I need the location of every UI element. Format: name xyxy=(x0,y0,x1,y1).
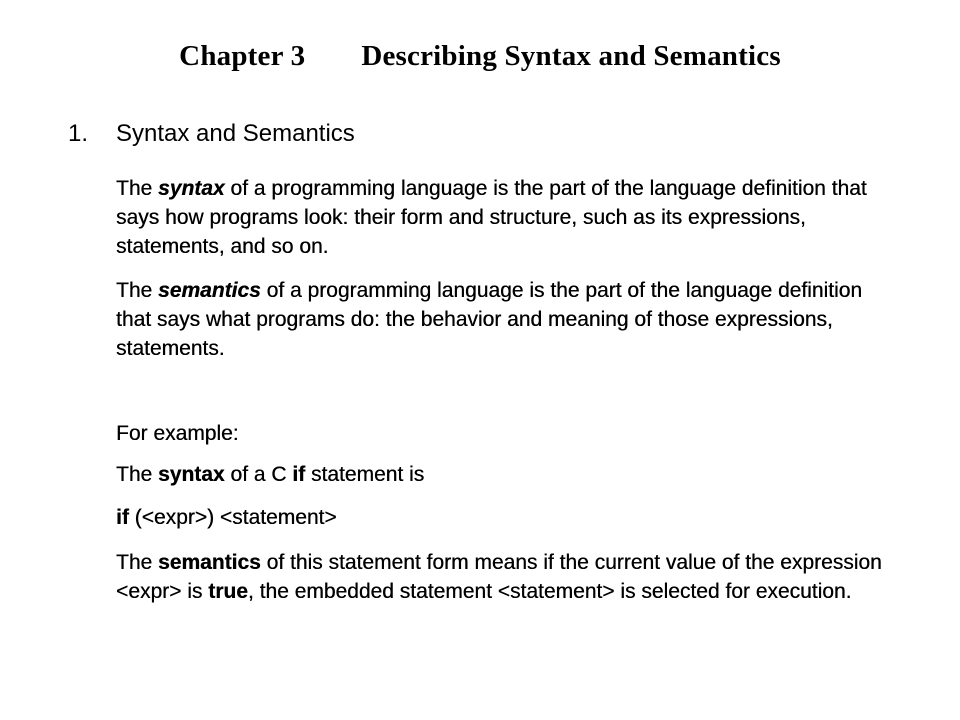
text-run: of a programming language is the part of the language definition that says how programs look: their form and structure, such as its expressions, statements, and so on. xyxy=(116,177,867,258)
text-run: of a C xyxy=(224,463,293,486)
example-semantics-paragraph xyxy=(116,548,886,606)
section-title: Syntax and Semantics xyxy=(116,120,355,147)
bold-syntax: syntax xyxy=(158,463,225,486)
text-run: The xyxy=(116,463,159,486)
example-if-statement xyxy=(116,506,337,530)
chapter-heading: Describing Syntax and Semantics xyxy=(361,40,781,72)
syntax-term: syntax xyxy=(158,177,225,200)
if-form: (<expr>) <statement> xyxy=(128,506,337,529)
bold-if: if xyxy=(292,463,306,486)
text-run: of a programming language is the part of the language definition that says what programs do: the behavior and meaning of those expressions, statements. xyxy=(116,279,863,360)
bold-true: true xyxy=(208,580,248,603)
text-run: The xyxy=(116,177,159,200)
text-run: statement is xyxy=(305,463,425,486)
syntax-definition-paragraph xyxy=(116,174,886,261)
if-keyword: if xyxy=(116,506,129,529)
example-intro: For example: xyxy=(116,422,239,445)
semantics-definition-paragraph xyxy=(116,276,886,363)
example-syntax-line xyxy=(116,463,424,487)
semantics-term: semantics xyxy=(158,279,261,302)
section-heading xyxy=(68,120,355,148)
section-number: 1. xyxy=(68,120,89,147)
text-run: The xyxy=(116,279,159,302)
text-run: The xyxy=(116,551,159,574)
bold-semantics: semantics xyxy=(158,551,261,574)
slide-title xyxy=(0,40,960,73)
text-run: of this statement form means if the current value of the expression <expr> is xyxy=(116,551,882,603)
chapter-label: Chapter 3 xyxy=(179,40,306,72)
text-run: , the embedded statement <statement> is selected for execution. xyxy=(247,580,852,603)
